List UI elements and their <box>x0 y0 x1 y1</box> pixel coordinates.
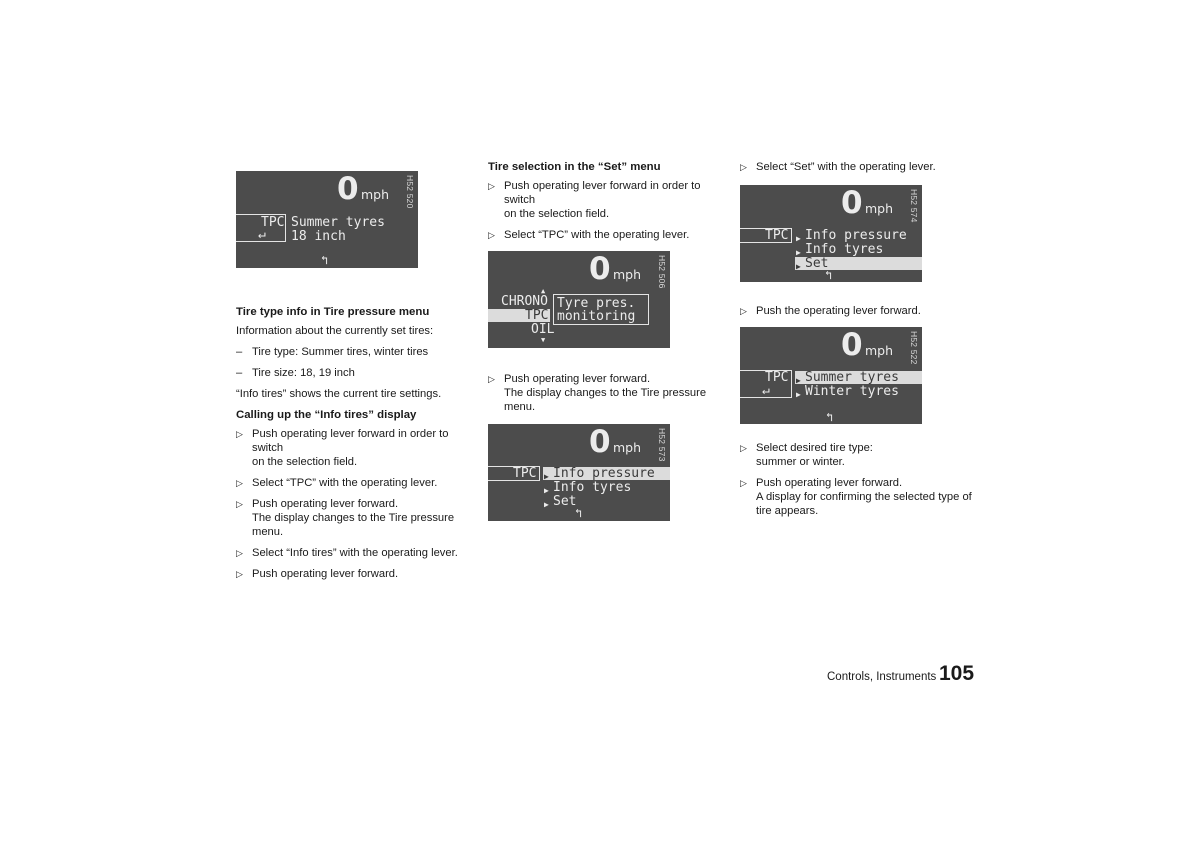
speed-unit: mph <box>865 343 894 358</box>
back-icon: ↰ <box>321 253 329 267</box>
section-title: Controls, Instruments <box>827 671 937 683</box>
column-middle <box>488 160 724 521</box>
step-marker-icon: ▷ <box>236 429 243 439</box>
step-item: ▷ Push operating lever forward in order to switch on the selection field. <box>236 428 449 468</box>
step-marker-icon: ▷ <box>740 162 747 172</box>
menu-info-pressure: Info pressure <box>805 228 907 243</box>
menu-info-tyres: Info tyres <box>553 480 632 495</box>
tire-size-line: 18 inch <box>291 229 346 244</box>
speed-value: 0 <box>841 327 863 363</box>
step-marker-icon: ▷ <box>740 478 747 488</box>
intro-text: Information about the currently set tires: <box>236 325 434 337</box>
return-icon: ↵ <box>762 383 770 398</box>
step-marker-icon: ▷ <box>236 569 243 579</box>
dash-marker: – <box>236 346 243 358</box>
step-item: ▷ Select “Set” with the operating lever. <box>740 161 936 173</box>
display-set-selected <box>740 185 922 282</box>
tpc-label: TPC <box>765 370 789 385</box>
step-marker-icon: ▷ <box>740 443 747 453</box>
tire-type-line: Summer tyres <box>291 215 385 230</box>
speed-unit: mph <box>613 440 642 455</box>
tri-marker-icon: ▶ <box>544 486 549 495</box>
step-marker-icon: ▷ <box>236 478 243 488</box>
heading-tire-type-info: Tire type info in Tire pressure menu <box>236 306 430 318</box>
menu-info-pressure: Info pressure <box>553 466 655 481</box>
step-item: ▷ Select “Info tires” with the operating lever. <box>236 547 458 559</box>
step-marker-icon: ▷ <box>488 374 495 384</box>
step-item: ▷ Select “TPC” with the operating lever. <box>236 477 438 489</box>
step-marker-icon: ▷ <box>740 306 747 316</box>
display-tpc-select <box>488 251 670 348</box>
tri-marker-icon: ▶ <box>544 472 549 481</box>
speed-value: 0 <box>589 251 611 287</box>
list-item: – Tire type: Summer tires, winter tires <box>236 346 429 358</box>
tpc-label: TPC <box>765 228 789 243</box>
figure-code: H52 573 <box>657 428 667 462</box>
list-item: – Tire size: 18, 19 inch <box>236 367 355 379</box>
step-marker-icon: ▷ <box>488 230 495 240</box>
figure-code: H52 506 <box>657 255 667 289</box>
down-arrow-icon: ▼ <box>541 336 546 344</box>
step-marker-icon: ▷ <box>488 181 495 191</box>
step-item: ▷ Push operating lever forward in order to switch on the selection field. <box>488 180 701 220</box>
menu-summer-tyres: Summer tyres <box>805 370 899 385</box>
tri-marker-icon: ▶ <box>796 390 801 399</box>
speed-unit: mph <box>865 201 894 216</box>
tpc-label: TPC <box>513 466 537 481</box>
info-note: “Info tires” shows the current tire settings. <box>236 388 442 400</box>
speed-value: 0 <box>841 185 863 221</box>
speed-unit: mph <box>361 187 390 202</box>
tri-marker-icon: ▶ <box>796 376 801 385</box>
step-item: ▷ Push the operating lever forward. <box>740 305 921 317</box>
speed-unit: mph <box>613 267 642 282</box>
figure-code: H52 574 <box>909 189 919 223</box>
column-right <box>740 160 976 525</box>
back-icon: ↰ <box>825 268 833 282</box>
figure-code: H52 522 <box>909 331 919 365</box>
heading-calling-info-tires: Calling up the “Info tires” display <box>236 409 417 421</box>
tri-marker-icon: ▶ <box>796 262 801 271</box>
page-number: 105 <box>939 662 975 685</box>
step-item: ▷ Push operating lever forward. A display for confirming the selected type of tire appears. <box>740 477 972 517</box>
display-tpc-menu <box>488 424 670 521</box>
back-icon: ↰ <box>575 506 583 520</box>
menu-winter-tyres: Winter tyres <box>805 384 899 399</box>
tpc-label: TPC <box>261 215 285 230</box>
step-item: ▷ Select “TPC” with the operating lever. <box>488 229 690 241</box>
display-tire-info <box>236 171 418 268</box>
menu-info-tyres: Info tyres <box>805 242 884 257</box>
menu-chrono: CHRONO <box>501 294 548 309</box>
box-line-2: monitoring <box>557 309 636 324</box>
step-item: ▷ Push operating lever forward. The display changes to the Tire pressure menu. <box>488 373 707 413</box>
menu-oil: OIL <box>531 322 555 337</box>
menu-tpc: TPC <box>525 308 549 323</box>
step-item: ▷ Push operating lever forward. <box>236 568 399 580</box>
menu-set: Set <box>805 256 829 271</box>
tri-marker-icon: ▶ <box>544 500 549 509</box>
return-icon: ↵ <box>258 227 266 242</box>
speed-value: 0 <box>337 171 359 207</box>
figure-code: H52 520 <box>405 175 415 209</box>
up-arrow-icon: ▲ <box>541 287 546 295</box>
tri-marker-icon: ▶ <box>796 234 801 243</box>
step-item: ▷ Push operating lever forward. The display changes to the Tire pressure menu. <box>236 498 455 538</box>
step-marker-icon: ▷ <box>236 499 243 509</box>
speed-value: 0 <box>589 424 611 460</box>
step-marker-icon: ▷ <box>236 548 243 558</box>
menu-set: Set <box>553 494 577 509</box>
step-item: ▷ Select desired tire type: summer or winter. <box>740 442 873 468</box>
back-icon: ↰ <box>826 410 834 424</box>
tri-marker-icon: ▶ <box>796 248 801 257</box>
heading-set-menu: Tire selection in the “Set” menu <box>488 161 661 173</box>
dash-marker: – <box>236 367 243 379</box>
column-left <box>236 160 472 588</box>
display-tire-type-select <box>740 327 922 424</box>
box-line-1: Tyre pres. <box>557 296 636 311</box>
